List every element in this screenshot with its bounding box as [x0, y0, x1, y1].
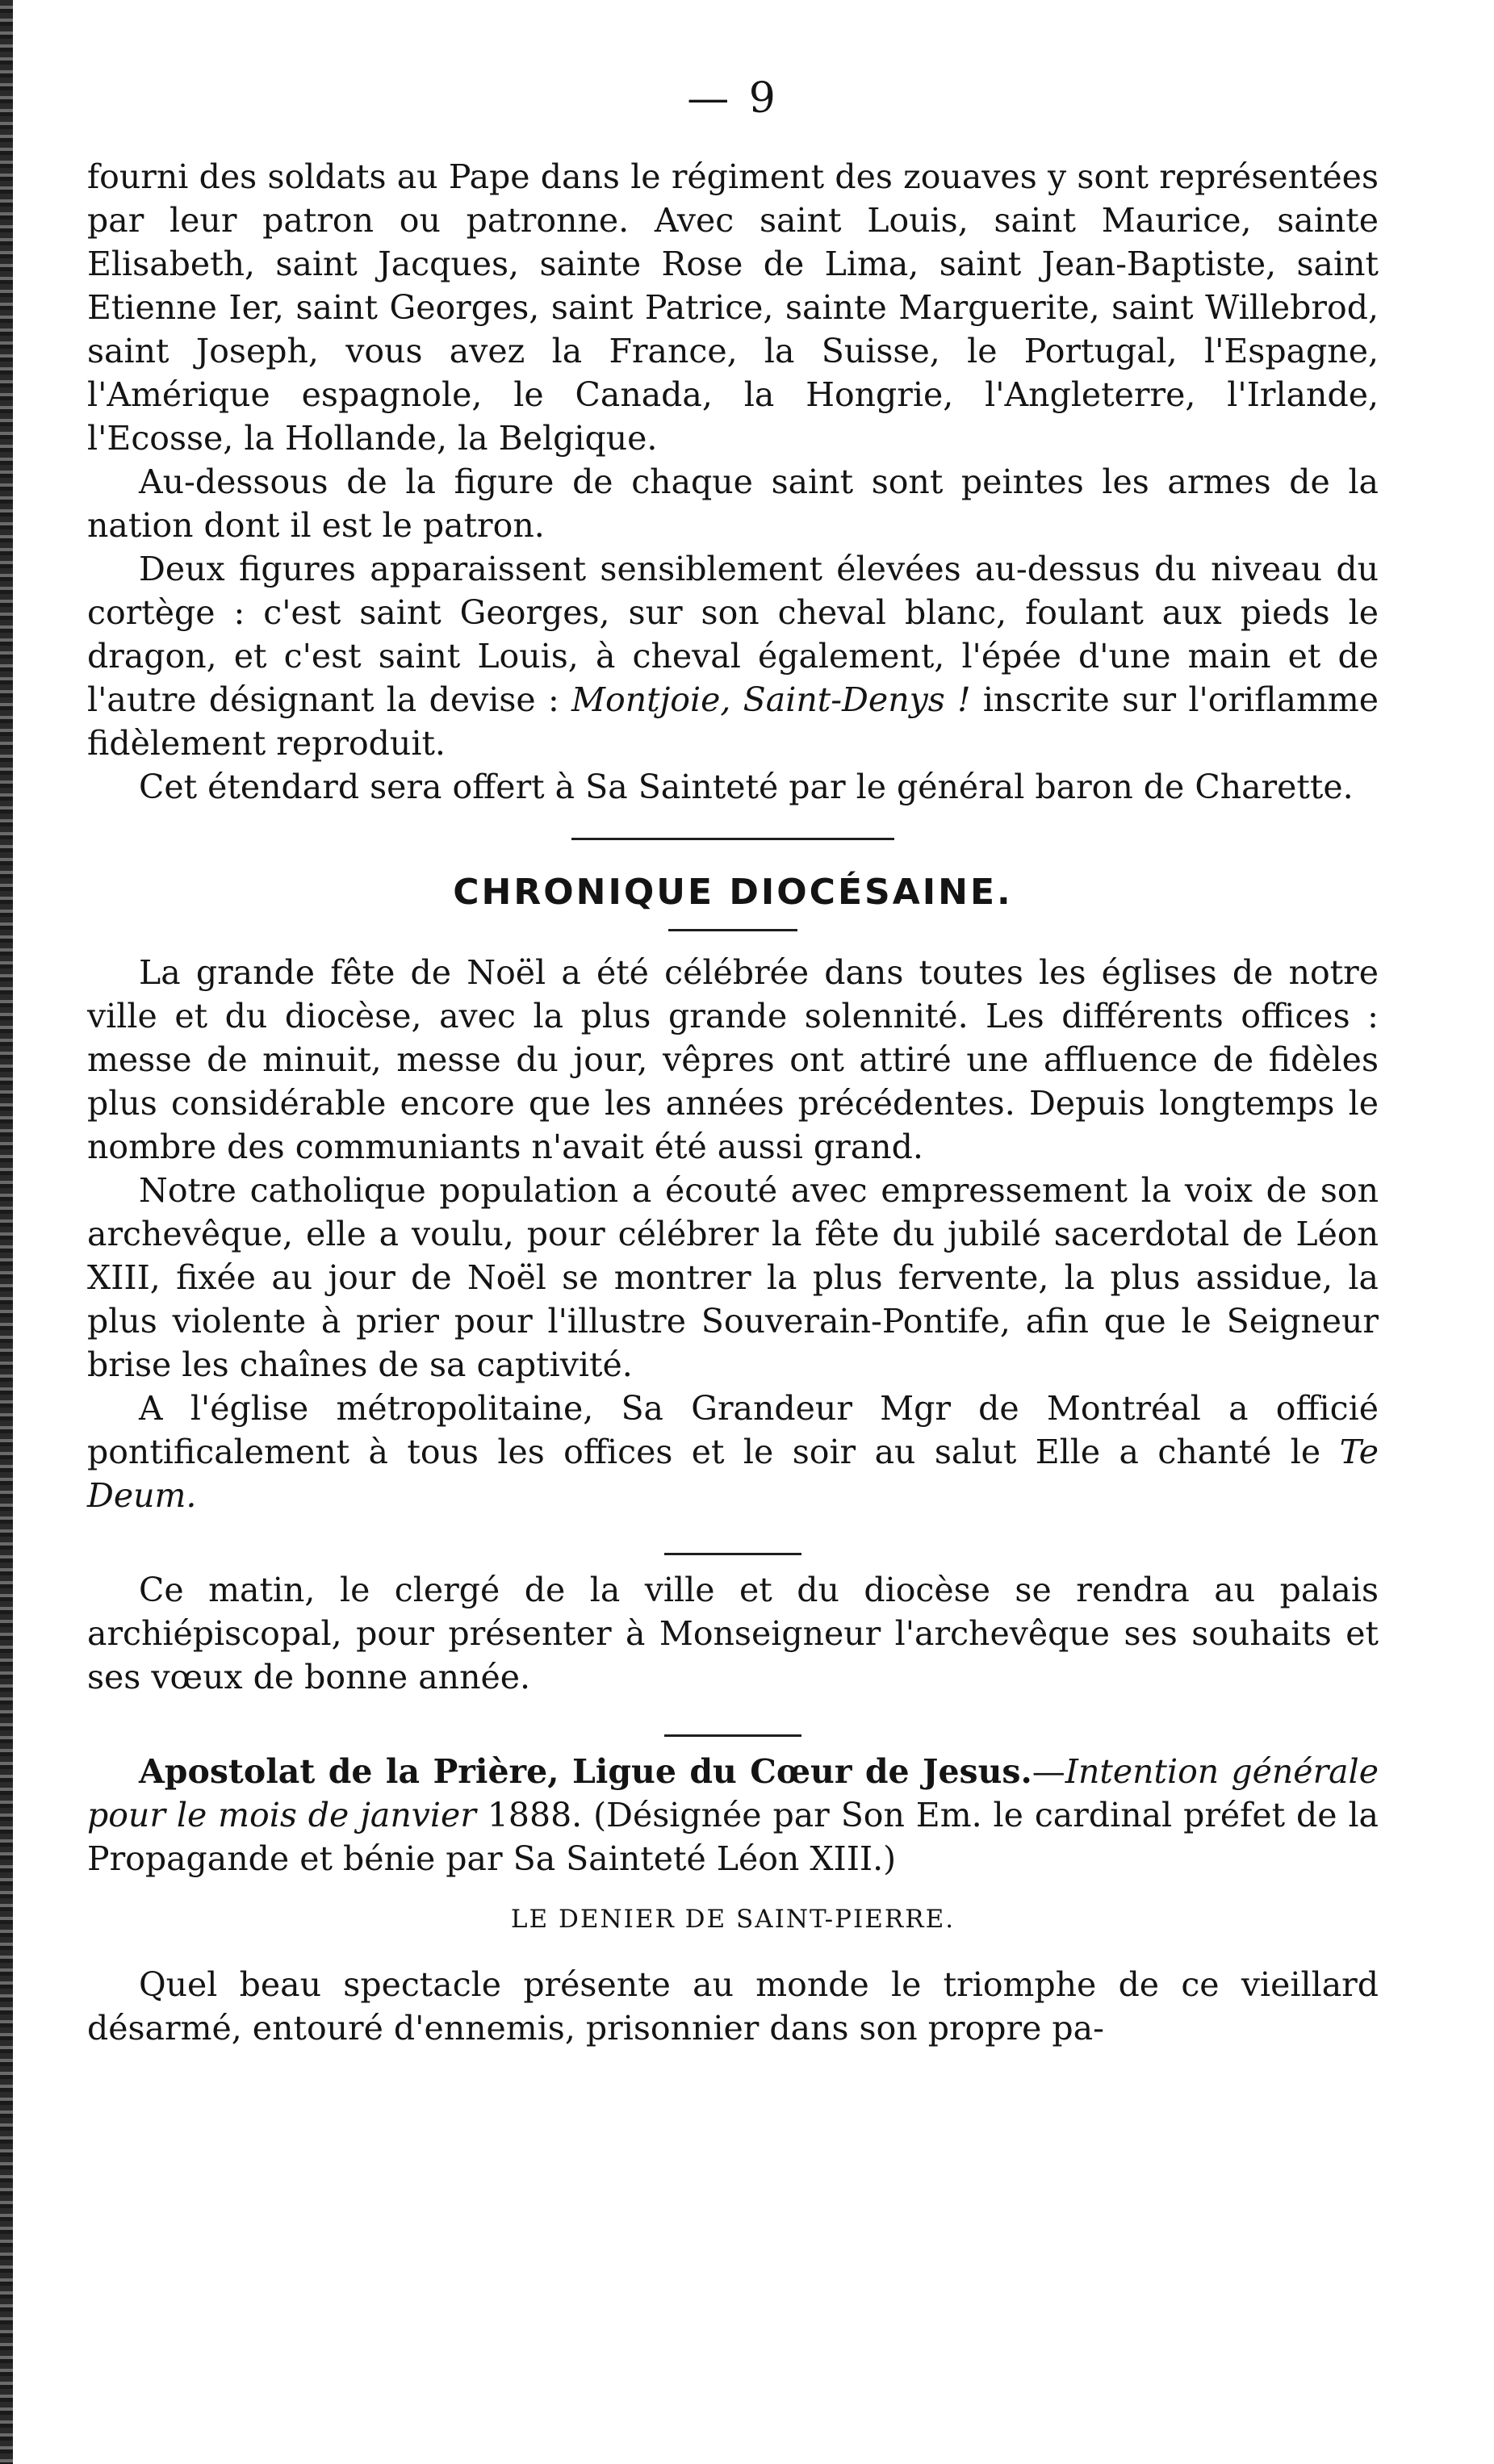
section-title: CHRONIQUE DIOCÉSAINE. [453, 872, 1013, 913]
paragraph-etendard: Cet étendard sera offert à Sa Sainteté par le général baron de Charette. [139, 768, 1354, 806]
news-divider-2 [664, 1734, 801, 1737]
page-binding-edge [0, 0, 13, 2464]
news-divider-1 [664, 1553, 801, 1555]
deux-figures-text: Deux figures apparaissent sensiblement élevées au-dessus du niveau du cortège : c'est saint Georges, sur son cheval blanc, foulant aux pieds le dragon, et c'est saint Louis, à cheval également, l'épée d'une main et de l'autre désignant la devise : [87, 550, 1379, 719]
metropolitaine-text: A l'église métropolitaine, Sa Grandeur Mgr de Montréal a officié pontificalement à tous les offices et le soir au salut Elle a chanté le [87, 1389, 1379, 1471]
paragraph-noel: La grande fête de Noël a été célébrée dans toutes les églises de notre ville et du diocèse, avec la plus grande solennité. Les différents offices : messe de minuit, messe du jour, vêpres ont attiré une affluence de fidèles plus considérable encore que les années précédentes. Depuis longtemps le nombre des communiants n'avait été aussi grand. [87, 953, 1379, 1166]
denier-heading: LE DENIER DE SAINT-PIERRE. [510, 1905, 956, 1934]
document-page [87, 74, 1379, 2050]
paragraph-armes: Au-dessous de la figure de chaque saint sont peintes les armes de la nation dont il est le patron. [87, 462, 1379, 545]
paragraph-population: Notre catholique population a écouté avec empressement la voix de son archevêque, elle a voulu, pour célébrer la fête du jubilé sacerdotal de Léon XIII, fixée au jour de Noël se montrer la plus fervente, la plus assidue, la plus violente à prier pour l'illustre Souverain-Pontife, afin que le Seigneur brise les chaînes de sa captivité. [87, 1171, 1379, 1384]
apostolat-intention: Intention générale pour le mois de janvier [87, 1752, 1379, 1834]
page-number: — 9 [687, 74, 779, 123]
paragraph-apostolat [87, 1750, 1379, 1880]
apostolat-heading: Apostolat de la Prière, Ligue du Cœur de Jesus. [139, 1752, 1032, 1791]
paragraph-metropolitaine [87, 1387, 1379, 1517]
paragraph-denier: Quel beau spectacle présente au monde le triomphe de ce vieillard désarmé, entouré d'ennemis, prisonnier dans son propre pa- [87, 1965, 1379, 2048]
apostolat-dash: — [1032, 1752, 1065, 1791]
paragraph-deux-figures [87, 547, 1379, 765]
paragraph-clerge: Ce matin, le clergé de la ville et du diocèse se rendra au palais archiépiscopal, pour présenter à Monseigneur l'archevêque ses souhaits et ses vœux de bonne année. [87, 1571, 1379, 1696]
devise-motto: Montjoie, Saint-Denys ! [571, 680, 971, 719]
deux-figures-tail: inscrite sur l'oriflamme fidèlement reproduit. [87, 680, 1379, 763]
section-divider [571, 838, 894, 840]
apostolat-text: 1888. (Désignée par Son Em. le cardinal préfet de la Propagande et bénie par Sa Sainteté Léon XIII.) [87, 1796, 1379, 1878]
title-underline [668, 929, 797, 931]
te-deum: Te Deum. [87, 1433, 1379, 1515]
paragraph-saints: fourni des soldats au Pape dans le régiment des zouaves y sont représentées par leur patron ou patronne. Avec saint Louis, saint Maurice, sainte Elisabeth, saint Jacques, sainte Rose de Lima, saint Jean-Baptiste, saint Etienne Ier, saint Georges, saint Patrice, sainte Marguerite, saint Willebrod, saint Joseph, vous avez la France, la Suisse, le Portugal, l'Espagne, l'Amérique espagnole, le Canada, la Hongrie, l'Angleterre, l'Irlande, l'Ecosse, la Hollande, la Belgique. [87, 157, 1379, 458]
